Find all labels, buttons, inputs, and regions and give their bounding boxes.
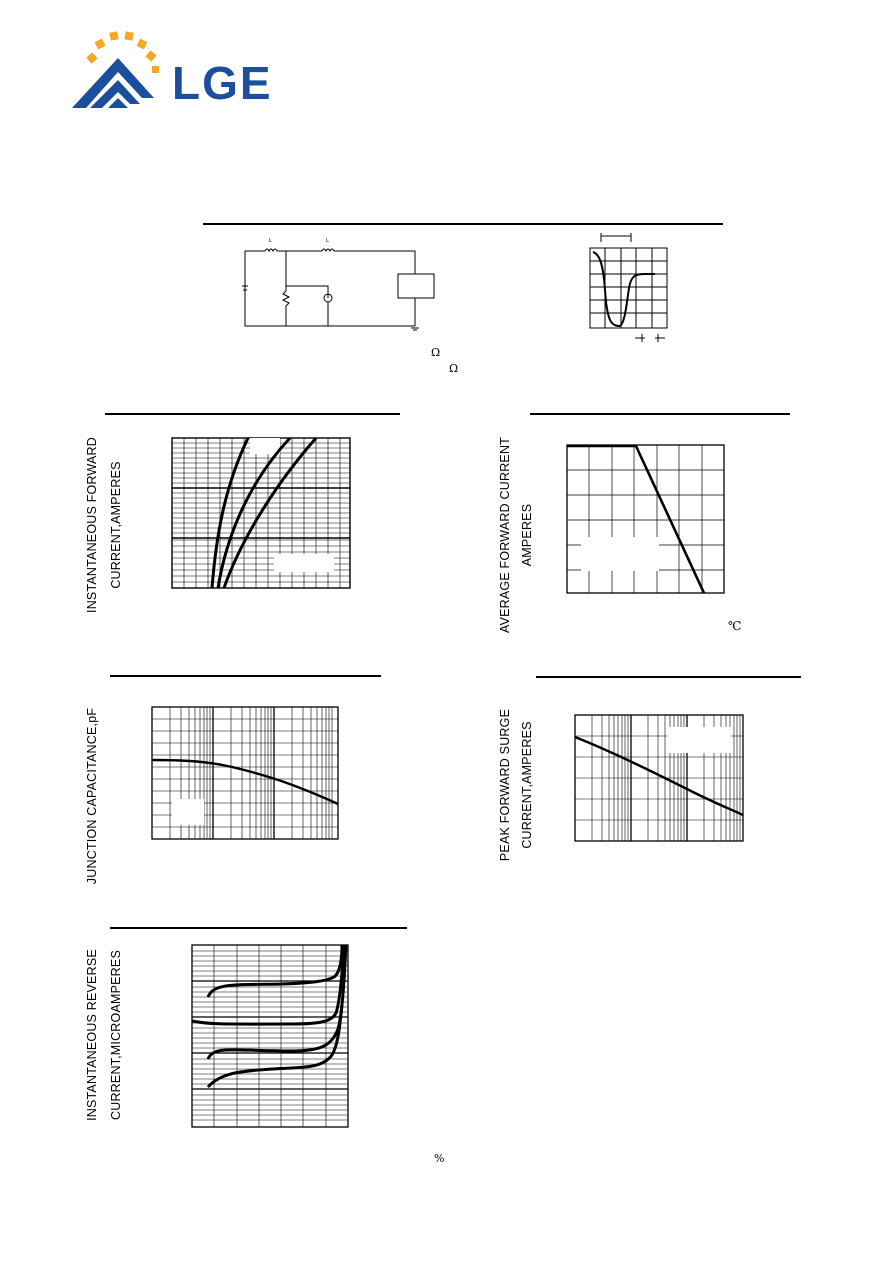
reverse-characteristics-chart — [192, 945, 352, 1130]
test-circuit-diagram — [240, 236, 440, 336]
forward-ylabel-line2: CURRENT,AMPERES — [109, 461, 123, 589]
forward-ylabel-line1: INSTANTANEOUS FORWARD — [85, 437, 99, 613]
ohm-symbol-2: Ω — [449, 362, 459, 375]
reverse-recovery-waveform — [585, 230, 675, 340]
svg-text:L: L — [326, 238, 329, 244]
capacitance-chart — [152, 707, 342, 842]
derating-xunit: ℃ — [728, 619, 742, 633]
section-rule-circuit — [203, 223, 723, 225]
surge-chart — [575, 715, 747, 845]
logo-wordmark: LGE — [172, 57, 273, 109]
section-rule-reverse — [110, 927, 407, 929]
section-rule-capacitance — [110, 675, 381, 677]
capacitance-ylabel: JUNCTION CAPACITANCE,pF — [85, 707, 99, 885]
derating-ylabel-line2: AMPERES — [520, 503, 534, 567]
forward-characteristics-chart — [172, 438, 352, 590]
logo-mark-icon — [70, 28, 170, 118]
section-rule-surge — [536, 676, 801, 678]
reverse-xunit: % — [434, 1152, 445, 1165]
surge-ylabel-line2: CURRENT,AMPERES — [520, 721, 534, 849]
derating-chart — [567, 445, 727, 595]
reverse-ylabel-line1: INSTANTANEOUS REVERSE — [85, 949, 99, 1121]
svg-text:L: L — [269, 238, 272, 244]
surge-ylabel-line1: PEAK FORWARD SURGE — [498, 708, 512, 862]
reverse-ylabel-line2: CURRENT,MICROAMPERES — [109, 950, 123, 1120]
section-rule-forward — [105, 413, 400, 415]
derating-ylabel-line1: AVERAGE FORWARD CURRENT — [498, 436, 512, 634]
section-rule-derating — [530, 413, 790, 415]
ohm-symbol-1: Ω — [431, 346, 441, 359]
